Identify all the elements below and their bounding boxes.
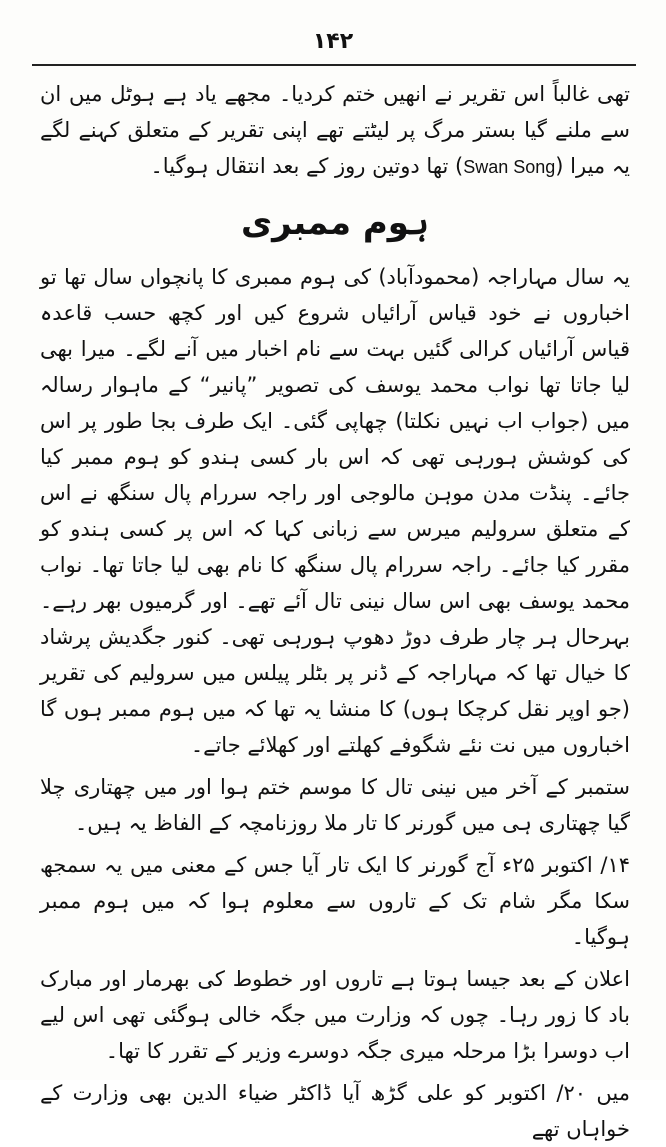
paragraph-diary-entry: ۱۴/ اکتوبر ۲۵ء آج گورنر کا ایک تار آیا جس کے معنی میں یہ سمجھ سکا مگر شام تک کے تاروں سے معلوم ہوا کہ میں ہوم ممبر ہوگیا۔ xyxy=(40,853,630,949)
opening-text-part-1: تھی غالباً اس تقریر نے انھیں ختم کردیا۔ مجھے یاد ہے ہوٹل میں ان سے ملنے گیا بستر مرگ پر لیٹتے تھے اپنی تقریر کے متعلق کہنے لگے یہ میرا ( xyxy=(40,82,630,178)
opening-text-part-2: ) تھا دوتین روز کے بعد انتقال ہوگیا۔ xyxy=(150,154,464,178)
swan-song-phrase: Swan Song xyxy=(463,157,556,177)
paragraph-september: ستمبر کے آخر میں نینی تال کا موسم ختم ہوا اور میں چھتاری چلا گیا چھتاری ہی میں گورنر کا تار ملا روزنامچہ کے الفاظ یہ ہیں۔ xyxy=(40,775,630,835)
paragraph-home-membership: یہ سال مہاراجہ (محمودآباد) کی ہوم ممبری کا پانچواں سال تھا تو اخباروں نے خود قیاس آرائیاں شروع کیں اور کچھ حسب قاعدہ قیاس آرائیاں کرالی گئیں بہت سے نام اخبار میں آنے لگے۔ میرا بھی لیا جاتا تھا نواب محمد یوسف کی تصویر ”پانیر“ کے ماہوار رسالہ میں (جواب اب نہیں نکلتا) چھاپی گئی۔ ایک طرف بجا طور پر اس کی کوشش ہورہی تھی کہ اس بار کسی ہندو کو ہوم ممبر کیا جائے۔ پنڈت مدن موہن مالوجی اور راجہ سررام پال سنگھ نے اس کے متعلق سرولیم میرس سے زبانی کہا کہ اس پر کسی ہندو کو مقرر کیا جائے۔ راجہ سررام پال سنگھ کا نام بھی لیا جاتا تھا۔ نواب محمد یوسف بھی اس سال نینی تال آئے تھے۔ اور گرمیوں بھر رہے۔ بہرحال ہر چار طرف دوڑ دھوپ ہورہی تھی۔ کنور جگدیش پرشاد کا خیال تھا کہ مہاراجہ کے ڈنر پر بٹلر پیلس میں سرولیم کی تقریر (جو اوپر نقل کرچکا ہوں) کا منشا یہ تھا کہ میں ہوم ممبر ہوں گا اخباروں میں نت نئے شگوفے کھلتے اور کھلائے جاتے۔ xyxy=(40,265,630,757)
section-heading: ہوم ممبری xyxy=(240,203,430,243)
page-number: ۱۴۲ xyxy=(312,29,354,54)
header-rule xyxy=(32,64,636,66)
paragraph-announcement: اعلان کے بعد جیسا ہوتا ہے تاروں اور خطوط کی بھرمار اور مبارک باد کا زور رہا۔ چوں کہ وزارت میں جگہ خالی ہوگئی تھی اس لیے اب دوسرا بڑا مرحلہ میری جگہ دوسرے وزیر کے تقرر کا تھا۔ xyxy=(40,967,630,1063)
paragraph-aligarh: میں ۲۰/ اکتوبر کو علی گڑھ آیا ڈاکٹر ضیاء الدین بھی وزارت کے خواہاں تھے xyxy=(40,1081,630,1141)
opening-paragraph xyxy=(40,76,630,185)
page-body xyxy=(40,76,630,1147)
